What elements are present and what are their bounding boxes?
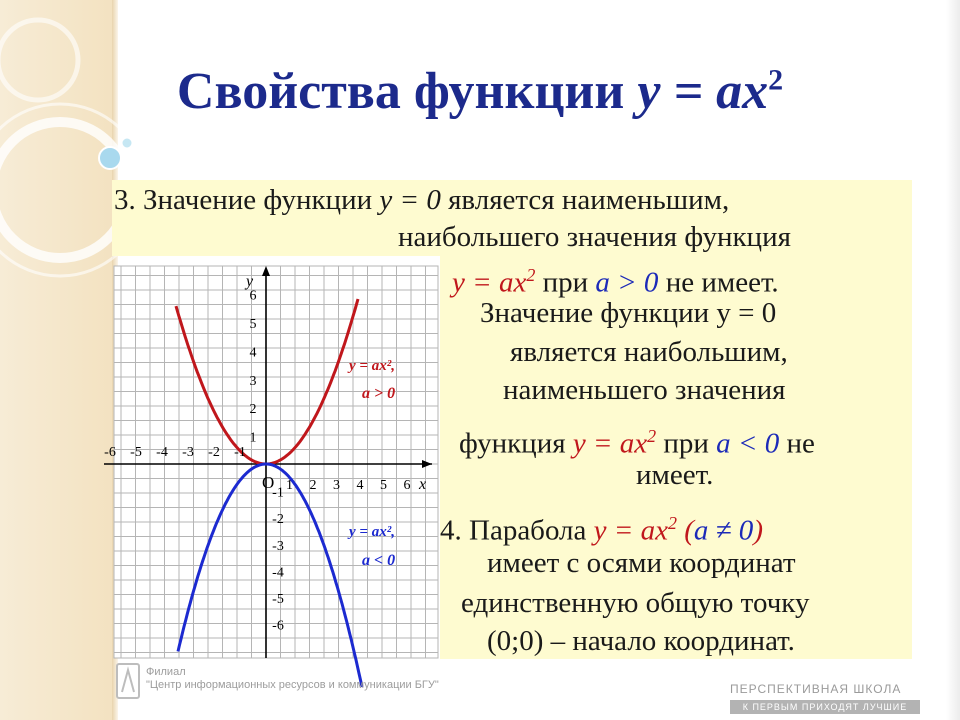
y-tick-label: 4 (249, 345, 257, 361)
label-positive-line1: y = ax², (349, 358, 395, 374)
x-tick-label: 5 (380, 478, 387, 493)
school-logo-text: ПЕРСПЕКТИВНАЯ ШКОЛА (730, 682, 902, 696)
x-axis-label: x (419, 476, 427, 493)
y-tick-label: 1 (249, 430, 257, 446)
footer-line1: Филиал (146, 666, 186, 678)
y-tick-label: 2 (249, 402, 257, 418)
y-tick-label: 3 (249, 373, 257, 389)
prop3-line4: Значение функции у = 0 (480, 297, 777, 329)
y-tick-label: 5 (249, 317, 257, 332)
prop3-line1: 3. Значение функции y = 0 является наименьшим, (114, 184, 730, 216)
school-logo-strip: К ПЕРВЫМ ПРИХОДЯТ ЛУЧШИЕ (730, 700, 920, 714)
prop3-line3: $y = ax^2$ при a > 0 не имеет. (452, 265, 779, 299)
prop3-line2: наибольшего значения функция (398, 221, 791, 253)
footer-line2: "Центр информационных ресурсов и коммуникации БГУ" (146, 679, 439, 691)
x-tick-label: -3 (182, 445, 194, 460)
title-text: Свойства функции (176, 63, 638, 120)
prop4-line3: единственную общую точку (461, 587, 810, 619)
x-tick-label: -2 (208, 445, 220, 460)
prop3-line8: имеет. (636, 459, 714, 491)
x-tick-label: 3 (333, 478, 340, 493)
prop4-line1: 4. Парабола $y = ax^2$ (a ≠ 0) (440, 513, 763, 547)
x-tick-label: 6 (403, 478, 411, 493)
y-tick-label: -4 (272, 565, 284, 581)
origin-label: O (262, 473, 275, 492)
x-tick-label: 1 (286, 478, 293, 493)
prop4-line2: имеет с осями координат (487, 547, 796, 579)
prop3-line7: функция $y = ax^2$ при a < 0 не (459, 426, 815, 460)
x-tick-label: 2 (309, 478, 317, 493)
label-positive-line2: a > 0 (362, 385, 396, 402)
x-tick-label: -4 (156, 445, 168, 460)
footer-text (146, 666, 439, 692)
y-tick-label: 6 (249, 288, 257, 304)
y-tick-label: -5 (272, 592, 284, 607)
footer-logo-icon (116, 662, 140, 702)
prop3-line6: наименьшего значения (503, 374, 786, 406)
y-tick-label: -3 (272, 538, 284, 554)
title-sup: 2 (768, 63, 784, 97)
x-tick-label: -1 (234, 445, 246, 460)
y-tick-label: -2 (272, 512, 284, 528)
y-tick-label: -6 (272, 618, 284, 634)
title-math: y = ax (637, 63, 769, 120)
y-tick-label: -1 (272, 485, 284, 501)
label-negative-line2: a < 0 (362, 552, 396, 569)
x-tick-label: 4 (356, 478, 364, 493)
y-axis-label: y (246, 273, 254, 290)
x-tick-label: -6 (104, 445, 116, 460)
x-tick-label: -5 (130, 445, 142, 460)
prop3-line5: является наибольшим, (510, 336, 788, 368)
prop4-line4: (0;0) – начало координат. (487, 625, 795, 657)
label-negative-line1: y = ax², (349, 524, 395, 540)
